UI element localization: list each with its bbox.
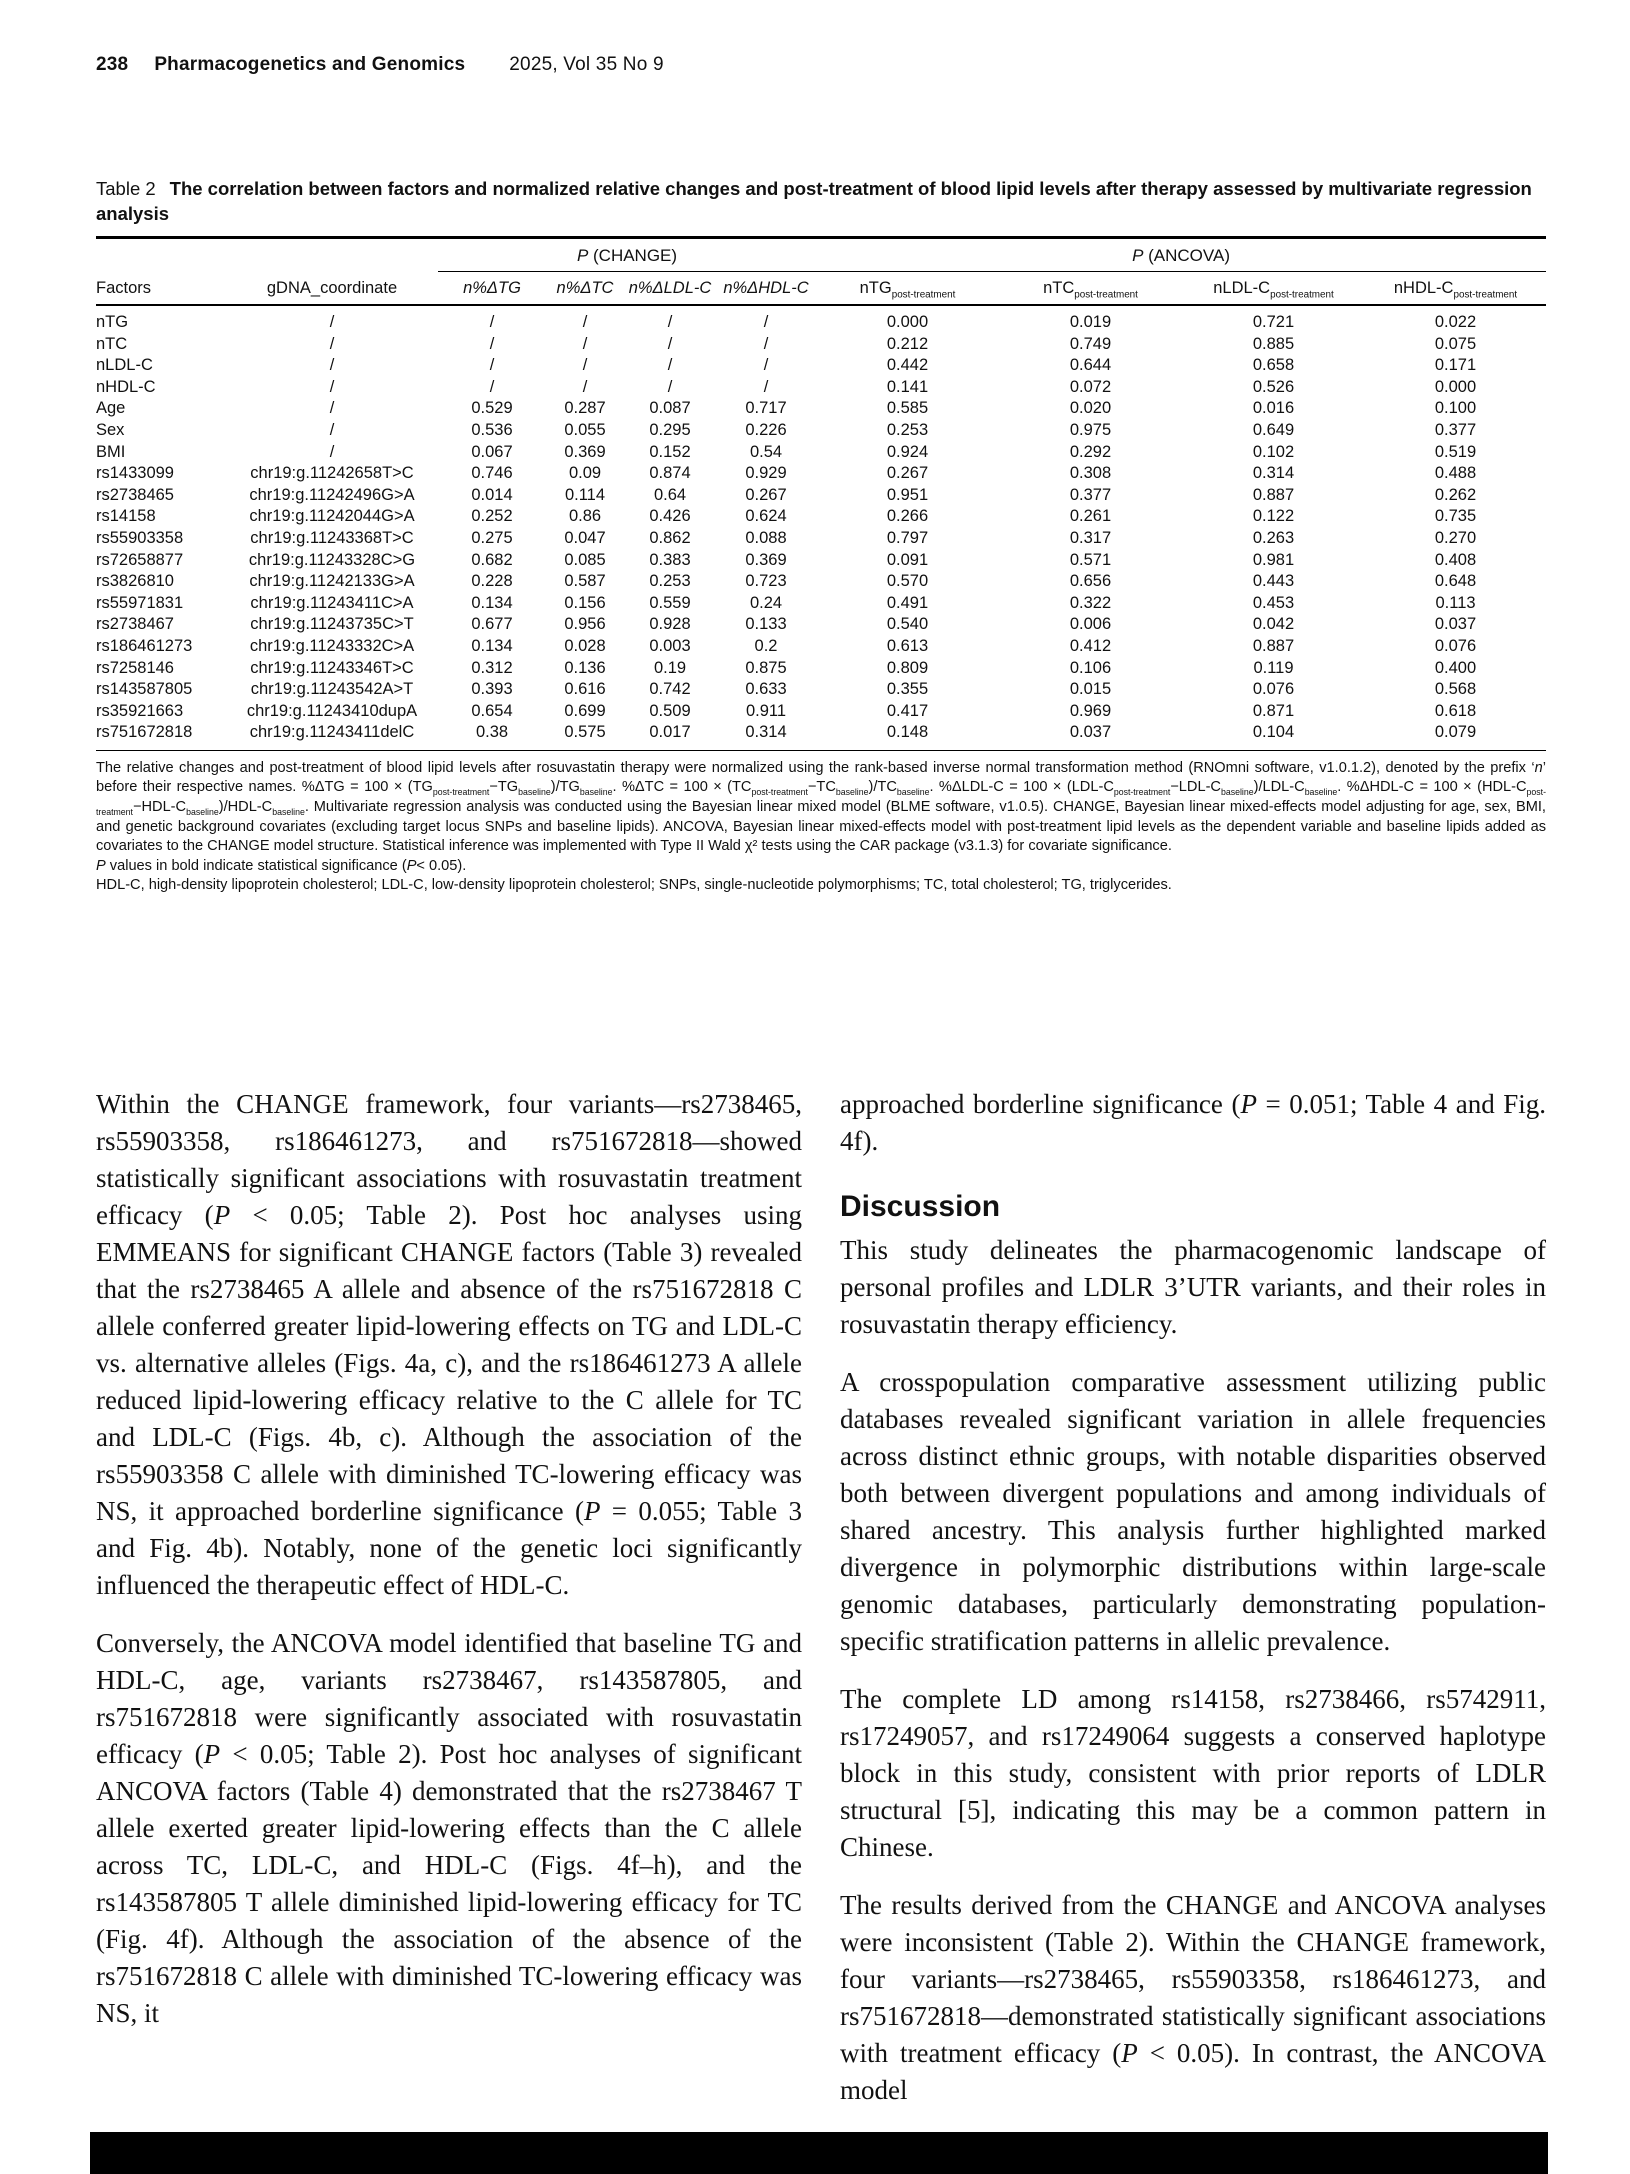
- value-cell: 0.102: [1252, 442, 1295, 461]
- value-cell: 0.156: [564, 593, 606, 612]
- col-header-ntg-post: [816, 272, 999, 306]
- value-cell: 0.400: [1434, 658, 1477, 677]
- col-header-ntc: n%ΔTC: [556, 279, 614, 297]
- body-text: [96, 1086, 1546, 2130]
- col-subscript: post-treatment: [1453, 289, 1518, 301]
- value-cell: 0.088: [745, 528, 787, 547]
- value-cell: 0.015: [1069, 680, 1112, 699]
- value-cell: 0.797: [886, 528, 929, 547]
- value-cell: 0.076: [1434, 636, 1477, 655]
- value-cell: 0.141: [886, 377, 929, 396]
- coord-cell: chr19:g.11243410dupA: [246, 701, 418, 720]
- value-cell: 0.491: [886, 593, 929, 612]
- factor-cell: nTC: [96, 334, 128, 353]
- value-cell: 0.226: [745, 420, 787, 439]
- value-cell: 0.633: [745, 680, 787, 699]
- paragraph: A crosspopulation comparative assessment utilizing public databases revealed significant variation in allele frequencies across distinct ethnic groups, with notable disparities observed both between divergent populations and among individuals of shared ancestry. This analysis further highlighted marked divergence in polymorphic distributions within large-scale genomic databases, particularly demonstrating population-specific stratification patterns in allelic prevalence.: [840, 1367, 1546, 1656]
- table-row: [96, 355, 1546, 377]
- col-base: nTG: [859, 279, 892, 297]
- value-cell: 0.287: [564, 399, 606, 418]
- group-header-change: P (CHANGE): [438, 238, 816, 272]
- value-cell: 0.020: [1069, 399, 1112, 418]
- col-header-nhdl: n%ΔHDL-C: [723, 279, 809, 297]
- value-cell: 0.104: [1252, 723, 1295, 742]
- value-cell: 0.649: [1252, 420, 1295, 439]
- value-cell: 0.928: [649, 615, 691, 634]
- value-cell: 0.085: [564, 550, 606, 569]
- table-row: [96, 398, 1546, 420]
- coord-cell: chr19:g.11242044G>A: [249, 507, 415, 526]
- value-cell: 0.981: [1252, 550, 1295, 569]
- body-left-column: [96, 1086, 802, 2130]
- table-row: [96, 636, 1546, 658]
- table-row: [96, 571, 1546, 593]
- value-cell: 0.509: [649, 701, 691, 720]
- value-cell: 0.526: [1252, 377, 1295, 396]
- value-cell: 0.079: [1434, 723, 1477, 742]
- col-header-nldl-post: [1182, 272, 1365, 306]
- value-cell: 0.746: [471, 464, 513, 483]
- value-cell: 0.136: [564, 658, 606, 677]
- value-cell: 0.426: [649, 507, 691, 526]
- value-cell: 0.575: [564, 723, 606, 742]
- value-cell: 0.292: [1069, 442, 1112, 461]
- factor-cell: nLDL-C: [96, 356, 153, 375]
- value-cell: 0.624: [745, 507, 787, 526]
- value-cell: 0.585: [886, 399, 929, 418]
- value-cell: 0.809: [886, 658, 929, 677]
- value-cell: 0.314: [745, 723, 787, 742]
- value-cell: 0.862: [649, 528, 691, 547]
- paragraph: This study delineates the pharmacogenomic landscape of personal profiles and LDLR 3’UTR variants, and their roles in rosuvastatin therapy efficiency.: [840, 1235, 1546, 1339]
- value-cell: 0.874: [649, 464, 691, 483]
- value-cell: 0.369: [564, 442, 606, 461]
- table-row: [96, 377, 1546, 399]
- paragraph: Conversely, the ANCOVA model identified that baseline TG and HDL-C, age, variants rs2738467, rs143587805, and rs751672818 were significantly associated with rosuvastatin efficacy (P < 0.05; Table 2). Post hoc analyses of significant ANCOVA factors (Table 4) demonstrated that the rs2738467 T allele exerted greater lipid-lowering effects than the C allele across TC, LDL-C, and HDL-C (Figs. 4f–h), and the rs143587805 T allele diminished lipid-lowering efficacy for TC (Fig. 4f). Although the association of the absence of the rs751672818 C allele with diminished TC-lowering efficacy was NS, it: [96, 1628, 802, 2028]
- value-cell: /: [667, 334, 673, 353]
- table-row: [96, 485, 1546, 507]
- col-subscript: post-treatment: [1270, 289, 1334, 301]
- col-header-ntg: n%ΔTG: [463, 279, 521, 297]
- issue-info: 2025, Vol 35 No 9: [509, 54, 664, 75]
- value-cell: 0.742: [649, 680, 691, 699]
- value-cell: 0.312: [471, 658, 513, 677]
- value-cell: /: [582, 356, 588, 375]
- value-cell: 0.267: [886, 464, 929, 483]
- table-title: The correlation between factors and normalized relative changes and post-treatment of blood lipid levels after therapy assessed by multivariate regression analysis: [96, 178, 1532, 224]
- value-cell: 0.228: [471, 572, 513, 591]
- table-row: [96, 334, 1546, 356]
- value-cell: 0.133: [745, 615, 787, 634]
- journal-title: Pharmacogenetics and Genomics: [154, 54, 466, 75]
- value-cell: 0.055: [564, 420, 606, 439]
- value-cell: /: [582, 377, 588, 396]
- section-heading: Discussion: [840, 1190, 1001, 1223]
- value-cell: 0.114: [564, 485, 606, 504]
- value-cell: 0.19: [653, 658, 687, 677]
- value-cell: 0.317: [1069, 528, 1112, 547]
- value-cell: /: [489, 313, 495, 331]
- value-cell: /: [582, 313, 588, 331]
- value-cell: 0.377: [1434, 420, 1477, 439]
- value-cell: 0.270: [1434, 528, 1477, 547]
- factor-cell: BMI: [96, 442, 126, 461]
- value-cell: 0.749: [1069, 334, 1112, 353]
- table-body: [96, 305, 1546, 750]
- value-cell: 0.735: [1434, 507, 1477, 526]
- value-cell: 0.047: [564, 528, 606, 547]
- value-cell: 0.559: [649, 593, 691, 612]
- value-cell: 0.067: [471, 442, 513, 461]
- value-cell: 0.956: [564, 615, 606, 634]
- value-cell: 0.519: [1434, 442, 1477, 461]
- col-header-nhdl-post: [1365, 272, 1546, 306]
- factor-cell: rs55903358: [96, 528, 184, 547]
- factor-cell: rs186461273: [96, 636, 193, 655]
- value-cell: 0.568: [1434, 680, 1477, 699]
- value-cell: 0.911: [745, 701, 787, 720]
- bottom-redaction-bar: [90, 2132, 1548, 2174]
- value-cell: /: [489, 356, 495, 375]
- value-cell: 0.09: [568, 464, 602, 483]
- value-cell: 0.929: [745, 464, 787, 483]
- table-row: [96, 305, 1546, 334]
- table-row: [96, 463, 1546, 485]
- paragraph: Within the CHANGE framework, four variants—rs2738465, rs55903358, rs186461273, and rs751672818—showed statistically significant associations with rosuvastatin treatment efficacy (P < 0.05; Table 2). Post hoc analyses using EMMEANS for significant CHANGE factors (Table 3) revealed that the rs2738465 A allele and absence of the rs751672818 C allele conferred greater lipid-lowering effects on TG and LDL-C vs. alternative alleles (Figs. 4a, c), and the rs186461273 A allele reduced lipid-lowering efficacy relative to the C allele for TC and LDL-C (Figs. 4b, c). Although the association of the rs55903358 C allele with diminished TC-lowering efficacy was NS, it approached borderline significance (P = 0.055; Table 3 and Fig. 4b). Notably, none of the genetic loci significantly influenced the therapeutic effect of HDL-C.: [96, 1089, 802, 1600]
- coord-cell: /: [329, 334, 335, 353]
- table-footnotes: [96, 759, 1546, 896]
- value-cell: /: [763, 313, 769, 331]
- col-header-nldl: n%ΔLDL-C: [628, 279, 712, 297]
- value-cell: 0.648: [1434, 572, 1477, 591]
- value-cell: 0.654: [471, 701, 513, 720]
- col-header-factors: Factors: [96, 279, 152, 297]
- value-cell: 0.072: [1069, 377, 1112, 396]
- value-cell: 0.369: [745, 550, 787, 569]
- value-cell: 0.723: [745, 572, 787, 591]
- value-cell: 0.536: [471, 420, 513, 439]
- paragraph: approached borderline significance (P = 0.051; Table 4 and Fig. 4f).: [840, 1089, 1546, 1156]
- footnote-line: The relative changes and post-treatment of blood lipid levels after rosuvastatin therapy were normalized using the rank-based inverse normal transformation method (RNOmni software, v1.0.1.2), denoted by the prefix ‘n’ before their respective names. $\%\Delta TG = 100 \times (TG_{post-treatment}-TG_{baseline})/TG_{baseline}$. $\%\Delta TC = 100 \times (TC_{post-treatment}-TC_{baseline})/TC_{baseline}$. $\%\Delta LDL-C = 100 \times (LDL-C_{post-treatment}-LDL-C_{baseline})/LDL-C_{baseline}$. $\%\Delta HDL-C = 100 \times (HDL-C_{post-treatment}-HDL-C_{baseline})/HDL-C_{baseline}$. Multivariate regression analysis was conducted using the Bayesian linear mixed model (BLME software, v1.0.5). CHANGE, Bayesian linear mixed-effects model adjusting for age, sex, BMI, and genetic background covariates (excluding target locus SNPs and baseline lipids). ANCOVA, Bayesian linear mixed-effects model with post-treatment lipid levels as the dependent variable and baseline lipids added as covariates to the CHANGE model structure. Statistical inference was implemented with Type II Wald χ² tests using the CAR package (v3.1.3) for covariate significance.: [96, 759, 1546, 855]
- value-cell: 0.529: [471, 399, 513, 418]
- table-row: [96, 658, 1546, 680]
- coord-cell: chr19:g.11243332C>A: [249, 636, 415, 655]
- value-cell: 0.613: [886, 636, 929, 655]
- table-row: [96, 420, 1546, 442]
- paragraph: The results derived from the CHANGE and ANCOVA analyses were inconsistent (Table 2). Within the CHANGE framework, four variants—rs2738465, rs55903358, rs186461273, and rs751672818—demonstrated statistically significant associations with treatment efficacy (P < 0.05). In contrast, the ANCOVA model: [840, 1890, 1546, 2105]
- value-cell: 0.113: [1435, 593, 1476, 612]
- value-cell: 0.042: [1252, 615, 1295, 634]
- value-cell: 0.148: [886, 723, 929, 742]
- value-cell: /: [667, 313, 673, 331]
- value-cell: 0.261: [1069, 507, 1112, 526]
- value-cell: 0.322: [1069, 593, 1112, 612]
- table-row: [96, 679, 1546, 701]
- col-header-ntc-post: [999, 272, 1182, 306]
- table2-block: [96, 176, 1546, 896]
- value-cell: 0.417: [886, 701, 929, 720]
- value-cell: 0.263: [1252, 528, 1295, 547]
- factor-cell: rs2738467: [96, 615, 174, 634]
- coord-cell: /: [329, 313, 335, 331]
- table-row: [96, 528, 1546, 550]
- value-cell: 0.618: [1434, 701, 1477, 720]
- factor-cell: nTG: [96, 313, 129, 331]
- value-cell: 0.453: [1252, 593, 1295, 612]
- value-cell: 0.885: [1252, 334, 1295, 353]
- value-cell: 0.887: [1252, 636, 1295, 655]
- group-header-ancova: P (ANCOVA): [816, 238, 1546, 272]
- table-row: [96, 722, 1546, 750]
- value-cell: 0.295: [649, 420, 691, 439]
- data-table: [96, 236, 1546, 751]
- value-cell: 0.86: [568, 507, 602, 526]
- factor-cell: rs72658877: [96, 550, 184, 569]
- value-cell: 0.38: [475, 723, 509, 742]
- value-cell: 0.037: [1069, 723, 1112, 742]
- value-cell: 0.488: [1434, 464, 1477, 483]
- factor-cell: rs1433099: [96, 464, 174, 483]
- coord-cell: chr19:g.11243346T>C: [250, 658, 414, 677]
- body-right-column: [840, 1086, 1546, 2130]
- value-cell: 0.377: [1069, 485, 1112, 504]
- value-cell: 0.171: [1434, 356, 1477, 375]
- group-header-spacer: [96, 238, 438, 272]
- factor-cell: rs751672818: [96, 723, 193, 742]
- value-cell: 0.017: [649, 723, 691, 742]
- value-cell: 0.393: [471, 680, 513, 699]
- value-cell: 0.087: [649, 399, 691, 418]
- factor-cell: rs14158: [96, 507, 156, 526]
- value-cell: 0.721: [1252, 313, 1295, 331]
- coord-cell: chr19:g.11242658T>C: [250, 464, 414, 483]
- value-cell: 0.951: [886, 485, 929, 504]
- col-subscript: post-treatment: [891, 289, 956, 301]
- coord-cell: chr19:g.11243368T>C: [250, 528, 414, 547]
- value-cell: 0.119: [1253, 658, 1294, 677]
- value-cell: 0.003: [649, 636, 691, 655]
- value-cell: 0.570: [886, 572, 929, 591]
- table-label: Table 2: [96, 178, 156, 199]
- table-row: [96, 593, 1546, 615]
- coord-cell: /: [329, 356, 335, 375]
- coord-cell: /: [329, 420, 335, 439]
- value-cell: 0.383: [649, 550, 691, 569]
- value-cell: /: [667, 356, 673, 375]
- value-cell: 0.016: [1252, 399, 1295, 418]
- value-cell: 0.24: [749, 593, 783, 612]
- table-row: [96, 506, 1546, 528]
- value-cell: 0.887: [1252, 485, 1295, 504]
- value-cell: /: [582, 334, 588, 353]
- value-cell: 0.969: [1069, 701, 1112, 720]
- value-cell: 0.262: [1434, 485, 1477, 504]
- value-cell: 0.443: [1252, 572, 1295, 591]
- value-cell: /: [489, 334, 495, 353]
- value-cell: 0.252: [471, 507, 513, 526]
- value-cell: 0.134: [471, 636, 513, 655]
- value-cell: 0.267: [745, 485, 787, 504]
- value-cell: 0.000: [886, 313, 929, 331]
- value-cell: 0.019: [1069, 313, 1112, 331]
- coord-cell: chr19:g.11243411C>A: [250, 593, 414, 612]
- value-cell: 0.2: [754, 636, 778, 655]
- coord-cell: /: [329, 377, 335, 396]
- value-cell: 0.682: [471, 550, 513, 569]
- value-cell: 0.644: [1069, 356, 1112, 375]
- value-cell: 0.540: [886, 615, 929, 634]
- value-cell: 0.924: [886, 442, 929, 461]
- value-cell: 0.677: [471, 615, 513, 634]
- value-cell: 0.412: [1069, 636, 1112, 655]
- value-cell: 0.253: [649, 572, 691, 591]
- value-cell: /: [763, 334, 769, 353]
- coord-cell: chr19:g.11243735C>T: [250, 615, 414, 634]
- value-cell: 0.037: [1434, 615, 1477, 634]
- paragraph: The complete LD among rs14158, rs2738466, rs5742911, rs17249057, and rs17249064 suggests a conserved haplotype block in this study, consistent with prior reports of LDLR structural [5], indicating this may be a common pattern in Chinese.: [840, 1684, 1546, 1862]
- col-base: nTC: [1043, 279, 1075, 297]
- value-cell: 0.076: [1252, 680, 1295, 699]
- factor-cell: rs3826810: [96, 572, 174, 591]
- value-cell: 0.253: [886, 420, 929, 439]
- factor-cell: rs7258146: [96, 658, 174, 677]
- table-row: [96, 701, 1546, 723]
- value-cell: 0.54: [749, 442, 783, 461]
- value-cell: 0.871: [1252, 701, 1295, 720]
- col-subscript: post-treatment: [1074, 289, 1138, 301]
- coord-cell: chr19:g.11243411delC: [249, 723, 415, 742]
- value-cell: 0.658: [1252, 356, 1295, 375]
- value-cell: 0.717: [745, 399, 787, 418]
- value-cell: 0.122: [1252, 507, 1295, 526]
- group-header-row: [96, 238, 1546, 272]
- value-cell: /: [489, 377, 495, 396]
- table-caption: [96, 176, 1546, 226]
- factor-cell: Age: [96, 399, 126, 418]
- value-cell: 0.022: [1434, 313, 1477, 331]
- factor-cell: rs55971831: [96, 593, 184, 612]
- factor-cell: rs35921663: [96, 701, 184, 720]
- coord-cell: /: [329, 442, 335, 461]
- value-cell: 0.314: [1252, 464, 1295, 483]
- value-cell: 0.587: [564, 572, 606, 591]
- value-cell: 0.091: [886, 550, 929, 569]
- value-cell: 0.875: [745, 658, 787, 677]
- col-base: nLDL-C: [1213, 279, 1271, 297]
- value-cell: 0.000: [1434, 377, 1477, 396]
- footnote-line: HDL-C, high-density lipoprotein cholesterol; LDL-C, low-density lipoprotein cholesterol; SNPs, single-nucleotide polymorphisms; TC, total cholesterol; TG, triglycerides.: [96, 877, 1172, 894]
- value-cell: 0.106: [1069, 658, 1112, 677]
- page-number: 238: [96, 54, 129, 75]
- table-row: [96, 442, 1546, 464]
- value-cell: 0.212: [886, 334, 929, 353]
- value-cell: 0.266: [886, 507, 929, 526]
- coord-cell: chr19:g.11243328C>G: [248, 550, 416, 569]
- factor-cell: Sex: [96, 420, 125, 439]
- coord-cell: /: [329, 399, 335, 418]
- value-cell: 0.656: [1069, 572, 1112, 591]
- col-base: nHDL-C: [1393, 279, 1454, 297]
- coord-cell: chr19:g.11242496G>A: [249, 485, 415, 504]
- value-cell: 0.134: [471, 593, 513, 612]
- footnote-line: P values in bold indicate statistical significance (P< 0.05).: [96, 857, 467, 874]
- value-cell: 0.152: [649, 442, 691, 461]
- factor-cell: rs143587805: [96, 680, 193, 699]
- value-cell: 0.028: [564, 636, 606, 655]
- value-cell: 0.275: [471, 528, 513, 547]
- value-cell: 0.616: [564, 680, 606, 699]
- value-cell: 0.699: [564, 701, 606, 720]
- value-cell: 0.100: [1434, 399, 1477, 418]
- factor-cell: rs2738465: [96, 485, 174, 504]
- factor-cell: nHDL-C: [96, 377, 156, 396]
- value-cell: 0.006: [1069, 615, 1112, 634]
- table-row: [96, 614, 1546, 636]
- value-cell: 0.355: [886, 680, 929, 699]
- value-cell: 0.975: [1069, 420, 1112, 439]
- value-cell: 0.64: [653, 485, 687, 504]
- col-header-coordinate: gDNA_coordinate: [266, 279, 398, 297]
- value-cell: 0.442: [886, 356, 929, 375]
- coord-cell: chr19:g.11242133G>A: [249, 572, 415, 591]
- running-head: [96, 54, 664, 76]
- coord-cell: chr19:g.11243542A>T: [250, 680, 414, 699]
- value-cell: /: [763, 356, 769, 375]
- value-cell: 0.075: [1434, 334, 1477, 353]
- table-row: [96, 550, 1546, 572]
- value-cell: /: [667, 377, 673, 396]
- value-cell: 0.408: [1434, 550, 1477, 569]
- value-cell: /: [763, 377, 769, 396]
- value-cell: 0.308: [1069, 464, 1112, 483]
- column-header-row: [96, 272, 1546, 306]
- value-cell: 0.571: [1069, 550, 1112, 569]
- value-cell: 0.014: [471, 485, 513, 504]
